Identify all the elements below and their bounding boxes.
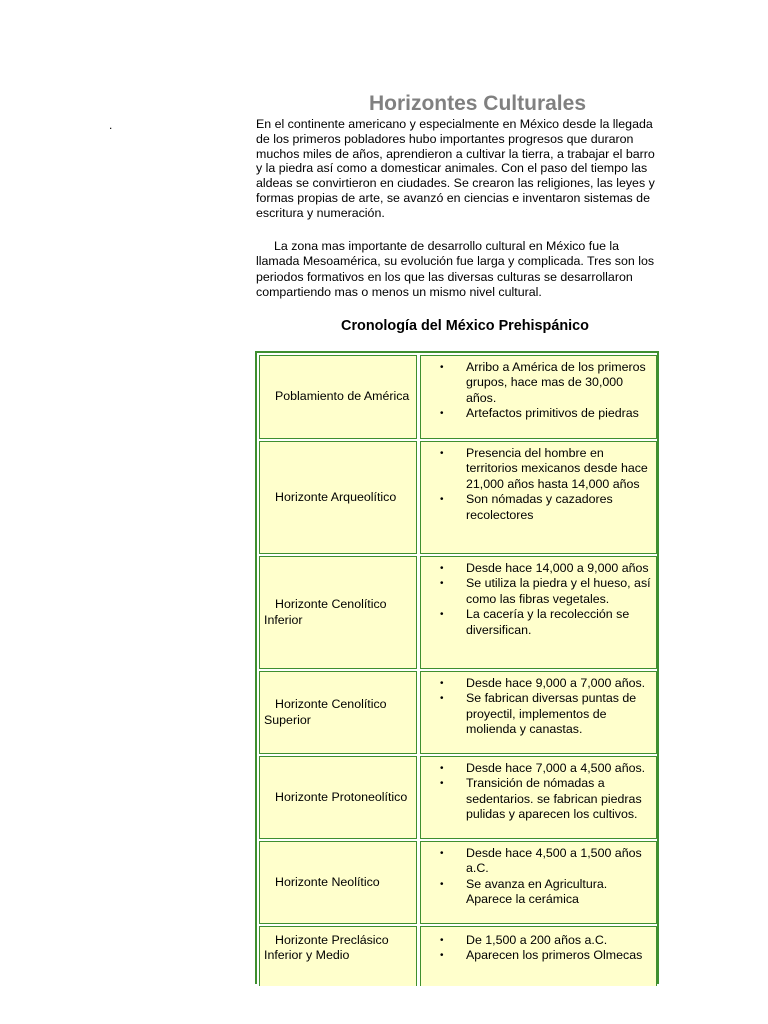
bullet-icon: • [440,678,444,689]
list-item [421,846,656,877]
table-row [257,669,657,754]
period-cell [259,671,417,754]
period-name: Horizonte Protoneolítico [275,789,408,804]
bullet-icon: • [440,448,444,459]
facts-cell [420,841,657,924]
bullet-icon: • [440,935,444,946]
intro-paragraph: En el continente americano y especialmente en México desde la llegada de los primeros pobladores hubo importantes progresos que duraron muchos miles de años, aprendieron a cultivar la tierra, a trabajar el barro y la piedra así como a domesticar animales. Con el paso del tiempo las aldeas se convirtieron en ciudades. Se crearon las religiones, las leyes y formas propias de arte, se avanzó en ciencias e inventaron sistemas de escritura y numeración. [256,117,655,220]
period-cell [259,355,417,439]
facts-cell [420,556,657,669]
table-row [257,924,657,986]
bullet-icon: • [440,950,444,962]
fact-text: Se utiliza la piedra y el hueso, así como las fibras vegetales. [466,576,651,606]
table-row [257,839,657,924]
list-item [421,676,656,691]
fact-text: Transición de nómadas a sedentarios. se fabrican piedras pulidas y aparecen los cultivos. [466,776,642,822]
table-row [257,554,657,669]
bullet-icon: • [440,778,444,790]
list-item [421,877,656,908]
facts-cell [420,355,657,439]
fact-text: Desde hace 14,000 a 9,000 años [466,561,649,575]
fact-text: Desde hace 4,500 a 1,500 años a.C. [466,846,642,876]
period-cell [259,441,417,554]
bullet-icon: • [440,362,444,373]
list-item [421,691,656,737]
bullet-icon: • [440,609,444,621]
bullet-icon: • [440,878,444,890]
table-row [257,439,657,554]
timeline-subtitle: Cronología del México Prehispánico [341,318,589,334]
fact-text: Arribo a América de los primeros grupos, hace mas de 30,000 años. [466,360,646,405]
period-name: Horizonte Preclásico Inferior y Medio [264,933,389,963]
page-title: Horizontes Culturales [368,92,587,115]
bullet-icon: • [440,494,444,506]
facts-list [421,360,656,422]
period-name: Horizonte Cenolítico Inferior [264,597,387,627]
facts-cell [420,756,657,839]
period-cell [259,556,417,669]
facts-list [421,846,656,908]
fact-text: La cacería y la recolección se diversifican. [466,607,630,637]
chronology-table [255,351,659,984]
fact-text: Presencia del hombre en territorios mexicanos desde hace 21,000 años hasta 14,000 años [466,446,648,491]
list-item [421,576,656,607]
bullet-icon: • [440,408,444,420]
table-row [257,353,657,439]
list-item [421,492,656,523]
fact-text: Desde hace 9,000 a 7,000 años. [466,676,646,690]
fact-text: Son nómadas y cazadores recolectores [466,492,613,522]
list-item [421,761,656,776]
list-item [421,360,656,406]
bullet-icon: • [440,563,444,574]
bullet-icon: • [440,693,444,705]
fact-text: Aparecen los primeros Olmecas [466,948,643,963]
list-item [421,446,656,492]
list-item [421,607,656,638]
period-cell [259,926,417,986]
facts-list [421,446,656,523]
period-name: Horizonte Cenolítico Superior [264,697,387,727]
list-item [421,561,656,576]
facts-cell [420,441,657,554]
period-name: Horizonte Neolítico [275,874,380,889]
fact-text: De 1,500 a 200 años a.C. [466,933,608,947]
fact-text: Se fabrican diversas puntas de proyectil, implementos de molienda y canastas. [466,691,637,737]
facts-list [421,676,656,738]
period-cell [259,756,417,839]
facts-list [421,933,656,964]
facts-cell [420,671,657,754]
bullet-icon: • [440,848,444,859]
table-row [257,754,657,839]
facts-cell [420,926,657,986]
stray-mark: . [109,118,113,132]
facts-list [421,561,656,638]
period-cell [259,841,417,924]
period-name: Poblamiento de América [275,389,410,404]
bullet-icon: • [440,763,444,774]
fact-text: Se avanza en Agricultura. Aparece la cerámica [466,876,608,907]
fact-text: Artefactos primitivos de piedras [466,406,639,421]
period-name: Horizonte Arqueolítico [275,489,397,504]
mesoamerica-paragraph: La zona mas importante de desarrollo cultural en México fue la llamada Mesoamérica, su evolución fue larga y complicada. Tres son los periodos formativos en los que las diversas culturas se desarrollaron compartiendo mas o menos un mismo nivel cultural. [256,239,655,300]
fact-text: Desde hace 7,000 a 4,500 años. [466,761,646,775]
list-item [421,933,656,948]
list-item [421,406,656,421]
bullet-icon: • [440,578,444,590]
list-item [421,948,656,963]
facts-list [421,761,656,823]
list-item [421,776,656,822]
